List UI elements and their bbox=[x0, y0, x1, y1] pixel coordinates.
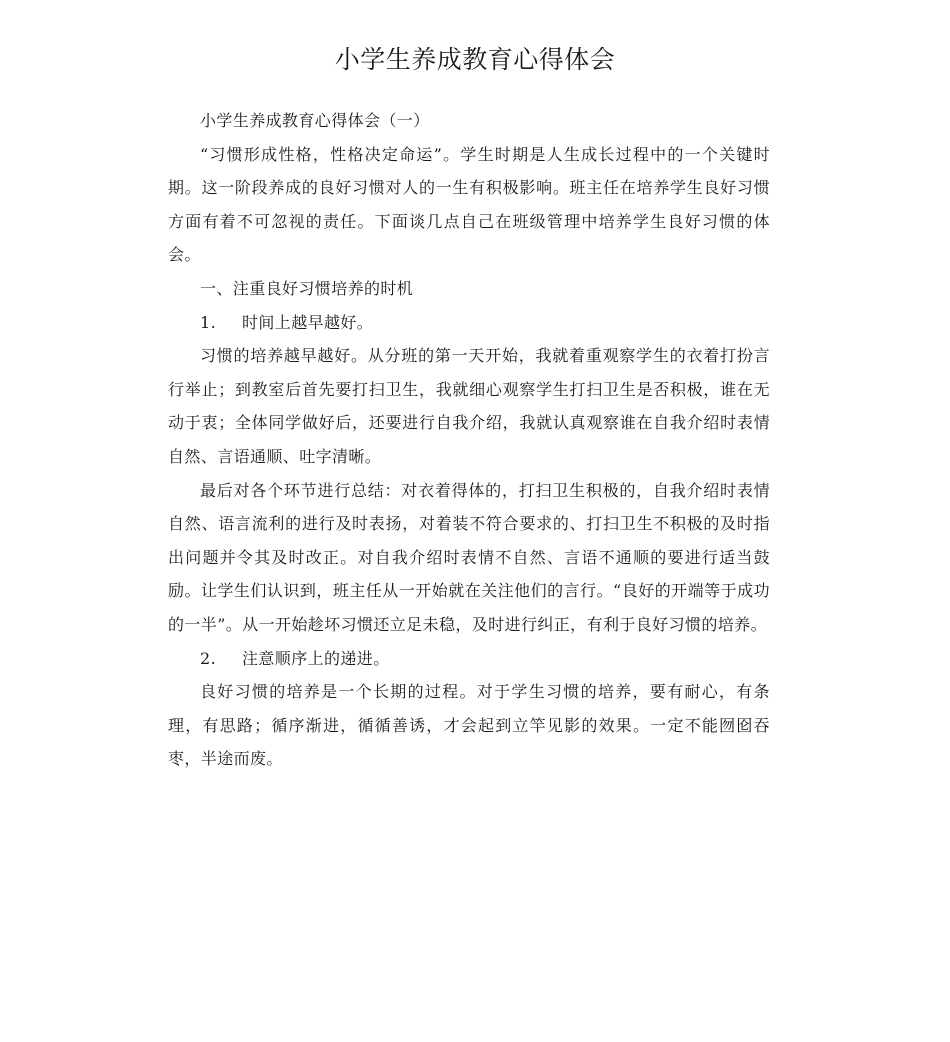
body-paragraph: 习惯的培养越早越好。从分班的第一天开始，我就着重观察学生的衣着打扮言行举止；到教室后首先要打扫卫生，我就细心观察学生打扫卫生是否积极，谁在无动于衷；全体同学做好后，还要进行自我介绍，我就认真观察谁在自我介绍时表情自然、言语通顺、吐字清晰。 bbox=[168, 346, 770, 466]
section-subtitle: 小学生养成教育心得体会（一） bbox=[200, 111, 430, 130]
numbered-item bbox=[168, 642, 770, 676]
section-heading: 一、注重良好习惯培养的时机 bbox=[200, 278, 414, 298]
document-body bbox=[168, 104, 770, 776]
document-title: 小学生养成教育心得体会 bbox=[334, 45, 616, 74]
item-number: 1. bbox=[200, 312, 217, 332]
body-paragraph: 最后对各个环节进行总结：对衣着得体的，打扫卫生积极的，自我介绍时表情自然、语言流利的进行及时表扬，对着装不符合要求的、打扫卫生不积极的及时指出问题并令其及时改正。对自我介绍时表情不自然、言语不通顺的要进行适当鼓励。让学生们认识到，班主任从一开始就在关注他们的言行。“良好的开端等于成功的一半”。从一开始趁坏习惯还立足未稳，及时进行纠正，有利于良好习惯的培养。 bbox=[168, 480, 770, 634]
body-paragraph: 良好习惯的培养是一个长期的过程。对于学生习惯的培养，要有耐心，有条理，有思路；循序渐进，循循善诱，才会起到立竿见影的效果。一定不能囫囵吞枣，半途而废。 bbox=[168, 682, 770, 769]
item-text: 时间上越早越好。 bbox=[242, 312, 374, 332]
item-text: 注意顺序上的递进。 bbox=[242, 648, 390, 668]
numbered-item bbox=[168, 306, 770, 340]
item-number: 2. bbox=[200, 648, 217, 668]
body-paragraph: “习惯形成性格，性格决定命运”。学生时期是人生成长过程中的一个关键时期。这一阶段养成的良好习惯对人的一生有积极影响。班主任在培养学生良好习惯方面有着不可忽视的责任。下面谈几点自己在班级管理中培养学生良好习惯的体会。 bbox=[168, 144, 770, 265]
